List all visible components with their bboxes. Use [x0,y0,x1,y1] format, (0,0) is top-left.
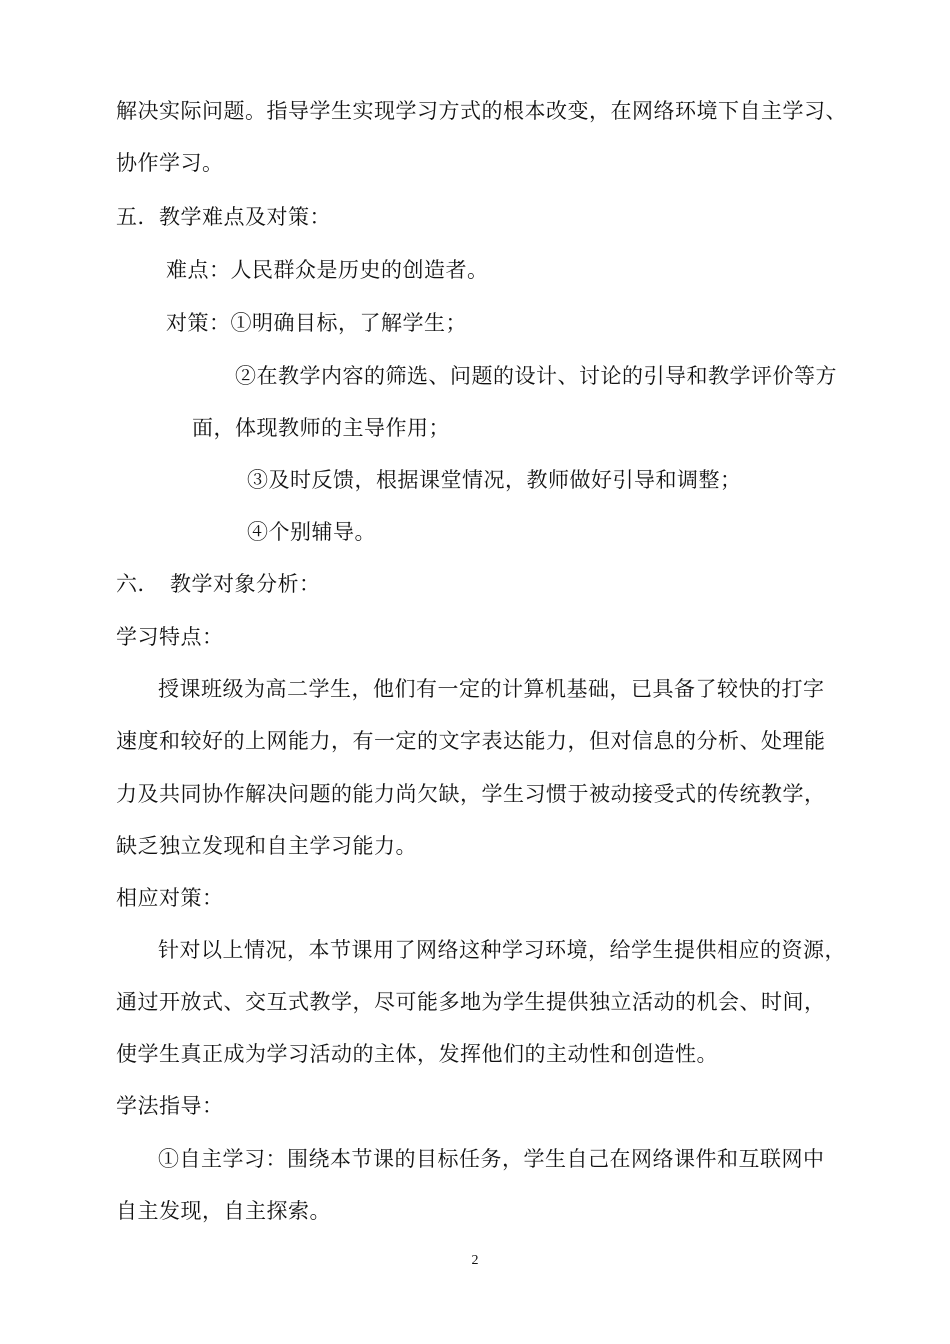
text-line: 力及共同协作解决问题的能力尚欠缺，学生习惯于被动接受式的传统教学， [116,782,826,806]
text-line: 针对以上情况，本节课用了网络这种学习环境，给学生提供相应的资源， [158,938,846,962]
text-line: ②在教学内容的筛选、问题的设计、讨论的引导和教学评价等方 [235,364,837,388]
subheading: 学习特点： [116,625,224,649]
text-line: ④个别辅导。 [247,520,376,544]
text-line: ①自主学习：围绕本节课的目标任务，学生自己在网络课件和互联网中 [158,1147,825,1171]
text-line: 对策：①明确目标，了解学生； [166,311,467,335]
text-line: 授课班级为高二学生，他们有一定的计算机基础，已具备了较快的打字 [158,677,825,701]
section-heading: 六． 教学对象分析： [116,572,321,596]
page-number: 2 [471,1253,479,1268]
text-line: 自主发现，自主探索。 [116,1199,331,1223]
subheading: 学法指导： [116,1094,224,1118]
text-line: 协作学习。 [116,151,224,175]
text-line: 使学生真正成为学习活动的主体，发挥他们的主动性和创造性。 [116,1042,718,1066]
text-line: 速度和较好的上网能力，有一定的文字表达能力，但对信息的分析、处理能 [116,729,826,753]
text-line: 面，体现教师的主导作用； [192,416,450,440]
text-line: ③及时反馈，根据课堂情况，教师做好引导和调整； [247,468,742,492]
text-line: 通过开放式、交互式教学，尽可能多地为学生提供独立活动的机会、时间， [116,990,826,1014]
text-line: 缺乏独立发现和自主学习能力。 [116,834,417,858]
text-line: 难点：人民群众是历史的创造者。 [166,258,489,282]
subheading: 相应对策： [116,886,224,910]
section-heading: 五．教学难点及对策： [116,205,331,229]
text-line: 解决实际问题。指导学生实现学习方式的根本改变，在网络环境下自主学习、 [116,99,847,123]
